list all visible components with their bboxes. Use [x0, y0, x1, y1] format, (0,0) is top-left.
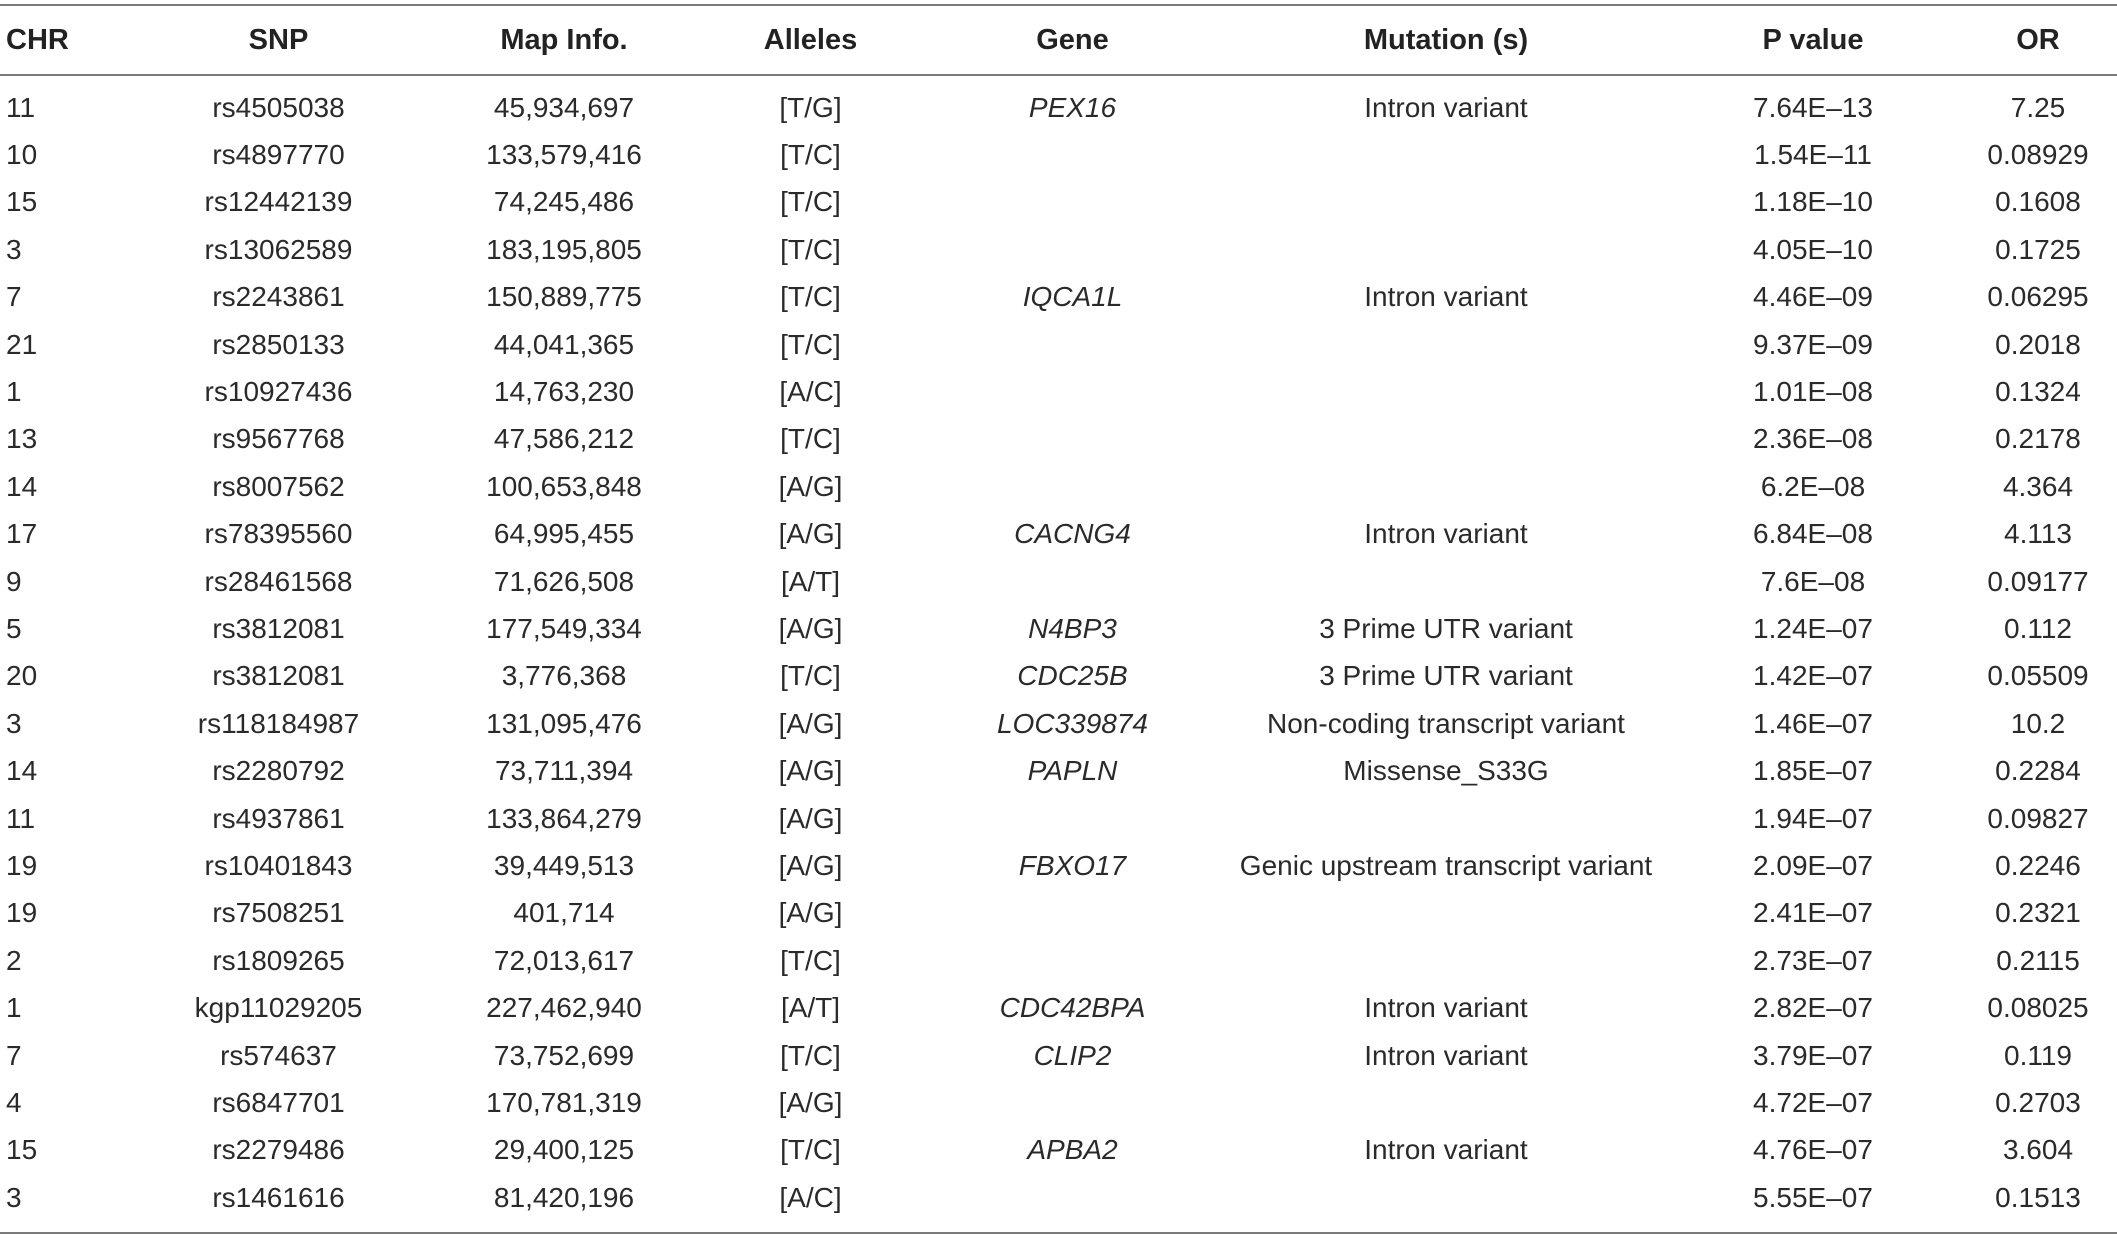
- table-row: [0, 1127, 2117, 1174]
- cell-alleles: [T/G]: [779, 91, 842, 123]
- header-snp: SNP: [248, 23, 309, 56]
- cell-p-value: 2.09E–07: [1753, 849, 1873, 881]
- cell-or: 0.05509: [1987, 660, 2089, 692]
- cell-p-value: 4.76E–07: [1753, 1134, 1873, 1166]
- cell-snp: rs12442139: [204, 186, 353, 218]
- cell-snp: rs1461616: [212, 1181, 345, 1213]
- cell-alleles: [A/C]: [779, 1181, 842, 1213]
- cell-p-value: 1.42E–07: [1753, 660, 1873, 692]
- cell-snp: rs10927436: [204, 376, 353, 408]
- cell-map-info: 131,095,476: [486, 707, 642, 739]
- cell-alleles: [A/G]: [778, 470, 843, 502]
- cell-p-value: 3.79E–07: [1753, 1039, 1873, 1071]
- cell-p-value: 6.84E–08: [1753, 518, 1873, 550]
- table-row: [0, 74, 2117, 131]
- cell-gene: [926, 795, 1219, 842]
- cell-map-info: 183,195,805: [486, 233, 642, 265]
- cell-chr: 10: [6, 139, 38, 171]
- cell-mutation: [1219, 131, 1673, 178]
- cell-map-info: 177,549,334: [486, 612, 642, 644]
- cell-or: 0.08929: [1987, 139, 2089, 171]
- cell-or: 0.2246: [1995, 849, 2081, 881]
- cell-gene: [926, 416, 1219, 463]
- cell-gene: [926, 321, 1219, 368]
- cell-p-value: 2.73E–07: [1753, 944, 1873, 976]
- cell-p-value: 1.46E–07: [1753, 707, 1873, 739]
- cell-gene: LOC339874: [996, 707, 1148, 739]
- cell-chr: 14: [6, 755, 38, 787]
- cell-alleles: [A/G]: [778, 755, 843, 787]
- cell-chr: 19: [6, 849, 38, 881]
- cell-chr: 20: [6, 660, 38, 692]
- cell-p-value: 7.6E–08: [1760, 565, 1866, 597]
- cell-alleles: [A/G]: [778, 612, 843, 644]
- table-row: [0, 226, 2117, 273]
- cell-chr: 17: [6, 518, 38, 550]
- cell-or: 0.2703: [1995, 1086, 2081, 1118]
- cell-mutation: Intron variant: [1364, 518, 1528, 550]
- cell-chr: 15: [6, 186, 38, 218]
- cell-snp: rs9567768: [212, 423, 345, 455]
- cell-chr: 15: [6, 1134, 38, 1166]
- cell-p-value: 7.64E–13: [1753, 91, 1873, 123]
- cell-or: 0.2018: [1995, 328, 2081, 360]
- cell-snp: rs1809265: [212, 944, 345, 976]
- cell-map-info: 47,586,212: [493, 423, 635, 455]
- cell-chr: 14: [6, 470, 38, 502]
- cell-map-info: 71,626,508: [493, 565, 635, 597]
- cell-or: 0.09827: [1987, 802, 2089, 834]
- cell-p-value: 2.41E–07: [1753, 897, 1873, 929]
- cell-snp: rs2850133: [212, 328, 345, 360]
- cell-map-info: 170,781,319: [486, 1086, 642, 1118]
- cell-alleles: [T/C]: [780, 1134, 841, 1166]
- cell-chr: 13: [6, 423, 38, 455]
- cell-mutation: 3 Prime UTR variant: [1319, 660, 1573, 692]
- cell-gene: [926, 226, 1219, 273]
- cell-gene: [926, 937, 1219, 984]
- cell-p-value: 1.94E–07: [1753, 802, 1873, 834]
- cell-or: 0.1608: [1995, 186, 2081, 218]
- cell-map-info: 133,864,279: [486, 802, 642, 834]
- cell-chr: 21: [6, 328, 38, 360]
- cell-p-value: 1.85E–07: [1753, 755, 1873, 787]
- cell-mutation: [1219, 368, 1673, 415]
- cell-chr: 3: [6, 1181, 22, 1213]
- cell-gene: [926, 131, 1219, 178]
- cell-chr: 1: [6, 376, 22, 408]
- cell-chr: 7: [6, 281, 22, 313]
- cell-p-value: 1.24E–07: [1753, 612, 1873, 644]
- header-p-value: P value: [1762, 23, 1864, 56]
- cell-or: 0.112: [2004, 612, 2072, 644]
- cell-chr: 3: [6, 233, 22, 265]
- cell-mutation: Intron variant: [1364, 992, 1528, 1024]
- cell-mutation: [1219, 937, 1673, 984]
- cell-alleles: [T/C]: [780, 944, 841, 976]
- cell-p-value: 5.55E–07: [1753, 1181, 1873, 1213]
- cell-mutation: [1219, 890, 1673, 937]
- cell-gene: IQCA1L: [1022, 281, 1123, 313]
- cell-alleles: [A/T]: [780, 992, 841, 1024]
- cell-or: 0.09177: [1987, 565, 2089, 597]
- cell-snp: kgp11029205: [194, 992, 363, 1024]
- table-row: [0, 1032, 2117, 1079]
- cell-snp: rs6847701: [212, 1086, 345, 1118]
- cell-alleles: [T/C]: [780, 281, 841, 313]
- cell-mutation: [1219, 1079, 1673, 1126]
- cell-or: 0.06295: [1987, 281, 2089, 313]
- cell-or: 0.2178: [1995, 423, 2081, 455]
- cell-snp: rs28461568: [204, 565, 353, 597]
- cell-snp: rs574637: [220, 1039, 337, 1071]
- cell-p-value: 9.37E–09: [1753, 328, 1873, 360]
- cell-snp: rs78395560: [204, 518, 353, 550]
- cell-or: 4.113: [2004, 518, 2072, 550]
- cell-snp: rs4505038: [212, 91, 345, 123]
- table-row: [0, 511, 2117, 558]
- header-mutation: Mutation (s): [1363, 23, 1529, 56]
- cell-snp: rs4897770: [212, 139, 345, 171]
- cell-p-value: 1.54E–11: [1754, 139, 1872, 171]
- cell-or: 4.364: [2002, 470, 2074, 502]
- cell-mutation: [1219, 226, 1673, 273]
- cell-chr: 19: [6, 897, 38, 929]
- cell-p-value: 4.46E–09: [1753, 281, 1873, 313]
- table-row: [0, 463, 2117, 510]
- table-bottom-rule: [0, 1232, 2117, 1234]
- cell-chr: 9: [6, 565, 22, 597]
- cell-chr: 3: [6, 707, 22, 739]
- header-alleles: Alleles: [763, 23, 858, 56]
- header-map-info: Map Info.: [500, 23, 628, 56]
- cell-map-info: 44,041,365: [493, 328, 635, 360]
- table-row: [0, 605, 2117, 652]
- cell-map-info: 64,995,455: [493, 518, 635, 550]
- cell-snp: rs4937861: [212, 802, 345, 834]
- cell-gene: CDC25B: [1017, 660, 1128, 692]
- cell-p-value: 4.05E–10: [1753, 233, 1873, 265]
- cell-chr: 5: [6, 612, 22, 644]
- table-row: [0, 653, 2117, 700]
- table-row: [0, 1079, 2117, 1126]
- header-chr: CHR: [6, 23, 69, 56]
- cell-map-info: 39,449,513: [493, 849, 635, 881]
- cell-map-info: 100,653,848: [486, 470, 642, 502]
- table-row: [0, 937, 2117, 984]
- cell-snp: rs118184987: [197, 707, 360, 739]
- cell-map-info: 3,776,368: [501, 660, 627, 692]
- cell-gene: FBXO17: [1018, 849, 1127, 881]
- cell-snp: rs2279486: [212, 1134, 345, 1166]
- cell-mutation: [1219, 321, 1673, 368]
- table-row: [0, 700, 2117, 747]
- cell-map-info: 401,714: [513, 897, 615, 929]
- cell-mutation: Intron variant: [1364, 1039, 1528, 1071]
- cell-gene: CLIP2: [1033, 1039, 1112, 1071]
- table-row: [0, 368, 2117, 415]
- cell-alleles: [A/G]: [778, 1086, 843, 1118]
- cell-mutation: [1219, 1174, 1673, 1221]
- cell-mutation: [1219, 179, 1673, 226]
- cell-chr: 7: [6, 1039, 22, 1071]
- table-row: [0, 890, 2117, 937]
- cell-map-info: 73,711,394: [494, 755, 634, 787]
- table-row: [0, 131, 2117, 178]
- cell-gene: [926, 890, 1219, 937]
- cell-or: 0.1513: [1995, 1181, 2081, 1213]
- cell-map-info: 150,889,775: [486, 281, 642, 313]
- cell-gene: PEX16: [1028, 91, 1117, 123]
- cell-chr: 4: [6, 1086, 22, 1118]
- table-body: [0, 74, 2117, 1221]
- cell-alleles: [T/C]: [780, 660, 841, 692]
- cell-gene: PAPLN: [1027, 755, 1118, 787]
- cell-mutation: Non-coding transcript variant: [1267, 707, 1625, 739]
- table-row: [0, 1174, 2117, 1221]
- cell-mutation: [1219, 558, 1673, 605]
- header-row: [0, 6, 2117, 74]
- cell-alleles: [T/C]: [780, 1039, 841, 1071]
- table-row: [0, 984, 2117, 1031]
- table-row: [0, 558, 2117, 605]
- cell-p-value: 2.36E–08: [1753, 423, 1873, 455]
- cell-map-info: 72,013,617: [493, 944, 635, 976]
- cell-or: 0.119: [2004, 1039, 2072, 1071]
- cell-map-info: 227,462,940: [486, 992, 642, 1024]
- cell-alleles: [A/G]: [778, 707, 843, 739]
- cell-or: 10.2: [2010, 707, 2066, 739]
- cell-snp: rs7508251: [212, 897, 345, 929]
- cell-chr: 11: [6, 802, 36, 834]
- cell-mutation: [1219, 416, 1673, 463]
- cell-map-info: 29,400,125: [493, 1134, 635, 1166]
- cell-or: 3.604: [2002, 1134, 2074, 1166]
- cell-or: 0.2284: [1995, 755, 2081, 787]
- cell-chr: 1: [6, 992, 22, 1024]
- cell-gene: N4BP3: [1028, 612, 1117, 644]
- cell-p-value: 1.18E–10: [1753, 186, 1873, 218]
- cell-gene: [926, 1174, 1219, 1221]
- cell-snp: rs2243861: [212, 281, 345, 313]
- cell-chr: 11: [6, 91, 36, 123]
- cell-p-value: 1.01E–08: [1753, 376, 1873, 408]
- cell-mutation: [1219, 795, 1673, 842]
- table-row: [0, 274, 2117, 321]
- cell-mutation: [1219, 463, 1673, 510]
- cell-snp: rs10401843: [204, 849, 353, 881]
- cell-gene: [926, 463, 1219, 510]
- table-row: [0, 179, 2117, 226]
- cell-p-value: 6.2E–08: [1760, 470, 1866, 502]
- cell-mutation: Intron variant: [1364, 1134, 1528, 1166]
- cell-mutation: 3 Prime UTR variant: [1319, 612, 1573, 644]
- cell-gene: [926, 368, 1219, 415]
- cell-alleles: [T/C]: [780, 328, 841, 360]
- cell-alleles: [A/G]: [778, 897, 843, 929]
- cell-gene: CACNG4: [1014, 518, 1131, 550]
- cell-mutation: Missense_S33G: [1343, 755, 1549, 787]
- table-row: [0, 795, 2117, 842]
- cell-gene: [926, 1079, 1219, 1126]
- table-row: [0, 416, 2117, 463]
- cell-mutation: Intron variant: [1364, 91, 1528, 123]
- cell-map-info: 14,763,230: [493, 376, 635, 408]
- cell-gene: [926, 558, 1219, 605]
- cell-mutation: Genic upstream transcript variant: [1239, 849, 1653, 881]
- cell-snp: rs3812081: [212, 660, 345, 692]
- cell-alleles: [T/C]: [780, 423, 841, 455]
- cell-chr: 2: [6, 944, 22, 976]
- cell-or: 0.1324: [1995, 376, 2081, 408]
- cell-p-value: 4.72E–07: [1753, 1086, 1873, 1118]
- cell-alleles: [A/T]: [780, 565, 841, 597]
- cell-map-info: 45,934,697: [493, 91, 635, 123]
- cell-map-info: 133,579,416: [486, 139, 642, 171]
- table-row: [0, 321, 2117, 368]
- cell-or: 0.08025: [1987, 992, 2089, 1024]
- cell-map-info: 81,420,196: [493, 1181, 635, 1213]
- cell-snp: rs13062589: [204, 233, 353, 265]
- cell-p-value: 2.82E–07: [1753, 992, 1873, 1024]
- table-row: [0, 747, 2117, 794]
- cell-alleles: [A/G]: [778, 802, 843, 834]
- cell-alleles: [T/C]: [780, 186, 841, 218]
- cell-or: 0.2115: [1996, 944, 2080, 976]
- cell-alleles: [A/G]: [778, 518, 843, 550]
- snp-association-table: [0, 6, 2117, 1221]
- cell-alleles: [T/C]: [780, 233, 841, 265]
- cell-mutation: Intron variant: [1364, 281, 1528, 313]
- cell-gene: APBA2: [1027, 1134, 1118, 1166]
- cell-alleles: [T/C]: [780, 139, 841, 171]
- header-gene: Gene: [1036, 23, 1109, 56]
- cell-or: 0.2321: [1995, 897, 2081, 929]
- cell-snp: rs3812081: [212, 612, 345, 644]
- cell-map-info: 73,752,699: [493, 1039, 635, 1071]
- cell-or: 7.25: [2010, 91, 2066, 123]
- cell-alleles: [A/C]: [779, 376, 842, 408]
- cell-or: 0.1725: [1995, 233, 2081, 265]
- cell-map-info: 74,245,486: [493, 186, 635, 218]
- cell-snp: rs8007562: [212, 470, 345, 502]
- header-or: OR: [2016, 23, 2060, 56]
- cell-gene: CDC42BPA: [999, 992, 1146, 1024]
- table-row: [0, 842, 2117, 889]
- cell-gene: [926, 179, 1219, 226]
- cell-alleles: [A/G]: [778, 849, 843, 881]
- cell-snp: rs2280792: [212, 755, 345, 787]
